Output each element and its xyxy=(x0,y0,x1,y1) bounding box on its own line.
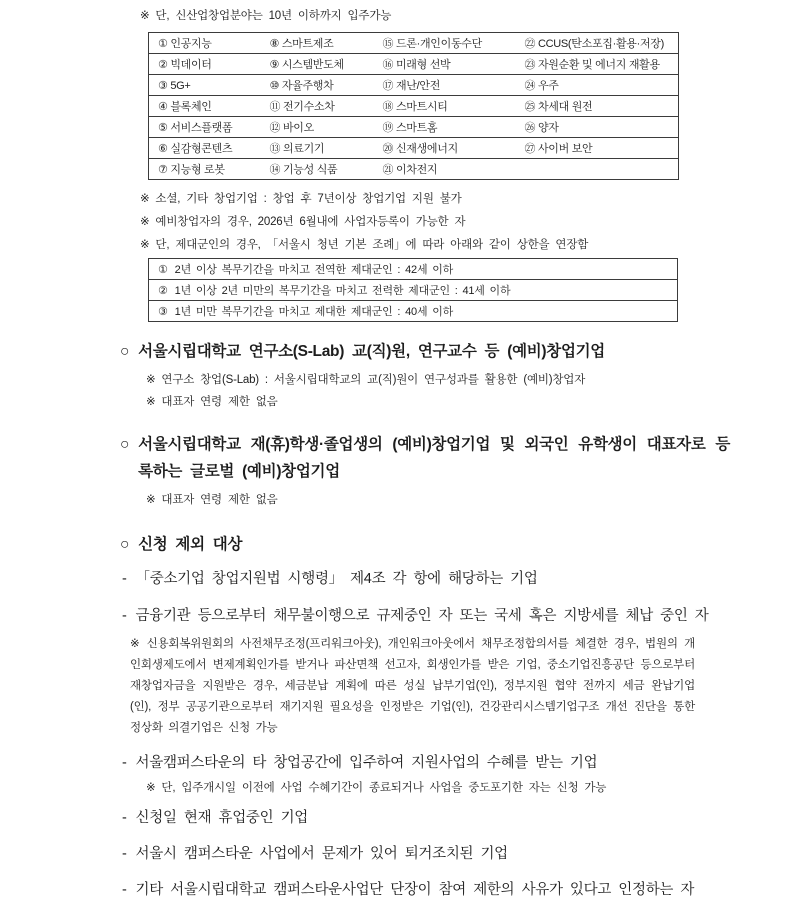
industry-field-cell: ㉔ 우주 xyxy=(516,75,679,96)
section-note: ※ 연구소 창업(S-Lab) : 서울시립대학교의 교(직)원이 연구성과를 활용한 (예비)창업자 xyxy=(146,374,586,386)
exclusion-item-line xyxy=(122,806,722,831)
row-number: ① xyxy=(158,264,168,276)
exclusion-item-line xyxy=(122,604,722,629)
industry-table-row xyxy=(149,96,679,117)
exclusion-item xyxy=(120,806,796,831)
section-header xyxy=(120,531,730,558)
mid-note: ※ 소셜, 기타 창업기업 : 창업 후 7년이상 창업기업 지원 불가 xyxy=(140,193,462,205)
industry-field-cell: ⑪ 전기수소차 xyxy=(261,96,374,117)
mid-note: ※ 예비창업자의 경우, 2026년 6월내에 사업자등록이 가능한 자 xyxy=(140,216,466,228)
exclusion-item-line xyxy=(122,878,722,897)
industry-field-cell: ㉗ 사이버 보안 xyxy=(516,138,679,159)
sections xyxy=(0,338,796,897)
industry-table xyxy=(148,32,679,180)
industry-table-body xyxy=(149,33,679,180)
row-text: 1년 미만 복무기간을 마치고 제대한 제대군인 : 40세 이하 xyxy=(174,306,454,318)
exclusion-item xyxy=(120,751,796,795)
section-header xyxy=(120,338,730,365)
exclusion-item xyxy=(120,567,796,592)
veteran-table-row xyxy=(149,280,678,301)
section-note: ※ 대표자 연령 제한 없음 xyxy=(146,494,278,506)
industry-field-cell xyxy=(516,159,679,180)
industry-table-row xyxy=(149,138,679,159)
circle-bullet-icon: ○ xyxy=(120,343,130,360)
industry-table-row xyxy=(149,54,679,75)
row-number: ② xyxy=(158,285,168,297)
exclusion-item xyxy=(120,878,796,897)
dash-bullet-icon: - xyxy=(122,882,127,897)
section-title: 서울시립대학교 재(휴)학생·졸업생의 (예비)창업기업 및 외국인 유학생이 대표자로 등록하는 글로벌 (예비)창업기업 xyxy=(138,436,730,480)
industry-field-cell: ① 인공지능 xyxy=(149,33,261,54)
section-notes xyxy=(146,373,796,409)
industry-field-cell: ⑯ 미래형 선박 xyxy=(374,54,516,75)
dash-bullet-icon: - xyxy=(122,571,127,587)
industry-field-cell: ⑲ 스마트홈 xyxy=(374,117,516,138)
section-note: ※ 대표자 연령 제한 없음 xyxy=(146,396,278,408)
mid-note: ※ 단, 제대군인의 경우, 「서울시 청년 기본 조례」에 따라 아래와 같이 상한을 연장함 xyxy=(140,239,589,251)
section-title: 신청 제외 대상 xyxy=(138,536,243,553)
exclusion-item xyxy=(120,604,796,739)
exclusion-item-text: 서울시 캠퍼스타운 사업에서 문제가 있어 퇴거조치된 기업 xyxy=(135,846,508,862)
top-note: ※ 단, 신산업창업분야는 10년 이하까지 입주가능 xyxy=(140,10,392,22)
exclusion-list xyxy=(120,567,796,897)
dash-bullet-icon: - xyxy=(122,810,127,826)
exclusion-item-text: 신청일 현재 휴업중인 기업 xyxy=(135,810,308,826)
veteran-rule-cell xyxy=(149,301,678,322)
mid-notes xyxy=(0,192,796,252)
industry-field-cell: ㉒ CCUS(탄소포집·활용·저장) xyxy=(516,33,679,54)
industry-table-row xyxy=(149,75,679,96)
industry-field-cell: ㉕ 차세대 원전 xyxy=(516,96,679,117)
veteran-table-row xyxy=(149,259,678,280)
industry-table-row xyxy=(149,117,679,138)
industry-field-cell: ⑬ 의료기기 xyxy=(261,138,374,159)
industry-field-cell: ㉖ 양자 xyxy=(516,117,679,138)
veteran-table xyxy=(148,258,678,322)
circle-bullet-icon: ○ xyxy=(120,536,130,553)
industry-field-cell: ④ 블록체인 xyxy=(149,96,261,117)
industry-field-cell: ⑫ 바이오 xyxy=(261,117,374,138)
industry-field-cell: ⑤ 서비스플랫폼 xyxy=(149,117,261,138)
veteran-rule-cell xyxy=(149,259,678,280)
row-text: 2년 이상 복무기간을 마치고 전역한 제대군인 : 42세 이하 xyxy=(174,264,454,276)
exclusion-item-line xyxy=(122,567,722,592)
exclusion-item xyxy=(120,842,796,867)
exclusion-item-text: 기타 서울시립대학교 캠퍼스타운사업단 단장이 참여 제한의 사유가 있다고 인정하는 자 xyxy=(135,882,695,897)
industry-field-cell: ⑧ 스마트제조 xyxy=(261,33,374,54)
exclusion-item-text: 서울캠퍼스타운의 타 창업공간에 입주하여 지원사업의 수혜를 받는 기업 xyxy=(135,755,598,771)
industry-field-cell: ⑦ 지능형 로봇 xyxy=(149,159,261,180)
circle-bullet-icon: ○ xyxy=(120,436,130,453)
exclusion-item-text: 「중소기업 창업지원법 시행령」 제4조 각 항에 해당하는 기업 xyxy=(135,571,538,587)
veteran-rule-cell xyxy=(149,280,678,301)
section-3 xyxy=(120,531,796,897)
industry-field-cell: ⑭ 기능성 식품 xyxy=(261,159,374,180)
industry-field-cell: ⑳ 신재생에너지 xyxy=(374,138,516,159)
exclusion-item-text: 금융기관 등으로부터 채무불이행으로 규제중인 자 또는 국세 혹은 지방세를 체납 중인 자 xyxy=(135,608,709,624)
industry-table-row xyxy=(149,159,679,180)
industry-field-cell: ⑩ 자율주행차 xyxy=(261,75,374,96)
veteran-table-body xyxy=(149,259,678,322)
industry-field-cell: ② 빅데이터 xyxy=(149,54,261,75)
industry-field-cell: ③ 5G+ xyxy=(149,75,261,96)
industry-field-cell: ⑨ 시스템반도체 xyxy=(261,54,374,75)
dash-bullet-icon: - xyxy=(122,846,127,862)
dash-bullet-icon: - xyxy=(122,608,127,624)
exclusion-item-line xyxy=(122,751,722,776)
industry-table-row xyxy=(149,33,679,54)
row-text: 1년 이상 2년 미만의 복무기간을 마치고 전력한 제대군인 : 41세 이하 xyxy=(174,285,511,297)
section-notes xyxy=(146,493,796,507)
exclusion-item-line xyxy=(122,842,722,867)
exclusion-item-note: ※ 단, 입주개시일 이전에 사업 수혜기간이 종료되거나 사업을 중도포기한 자는 신청 가능 xyxy=(146,782,607,794)
dash-bullet-icon: - xyxy=(122,755,127,771)
section-1 xyxy=(120,338,796,409)
section-header xyxy=(120,431,730,485)
section-title: 서울시립대학교 연구소(S-Lab) 교(직)원, 연구교수 등 (예비)창업기업 xyxy=(138,343,605,360)
industry-field-cell: ㉓ 자원순환 및 에너지 재활용 xyxy=(516,54,679,75)
industry-field-cell: ⑱ 스마트시티 xyxy=(374,96,516,117)
veteran-table-row xyxy=(149,301,678,322)
industry-field-cell: ⑰ 재난/안전 xyxy=(374,75,516,96)
exclusion-item-note: ※ 신용회복위원회의 사전채무조정(프리워크아웃), 개인워크아웃에서 채무조정합의서를 체결한 경우, 법원의 개인회생제도에서 변제계획인가를 받거나 파산면책 선고자, 회생인가를 받은 기업, 중소기업진흥공단 등으로부터 재창업자금을 지원받은 경우, 세금분납 계획에 따른 성실 납부기업(인), 정부지원 협약 전까지 세금 완납기업(인), 정부 공공기관으로부터 재기지원 필요성을 인정받은 기업(인), 건강관리시스템기업구조 개선 진단을 통한 정상화 의결기업은 신청 가능 xyxy=(130,638,695,734)
section-2 xyxy=(120,431,796,507)
industry-field-cell: ㉑ 이차전지 xyxy=(374,159,516,180)
row-number: ③ xyxy=(158,306,168,318)
industry-field-cell: ⑮ 드론·개인이동수단 xyxy=(374,33,516,54)
industry-field-cell: ⑥ 실감형콘텐츠 xyxy=(149,138,261,159)
